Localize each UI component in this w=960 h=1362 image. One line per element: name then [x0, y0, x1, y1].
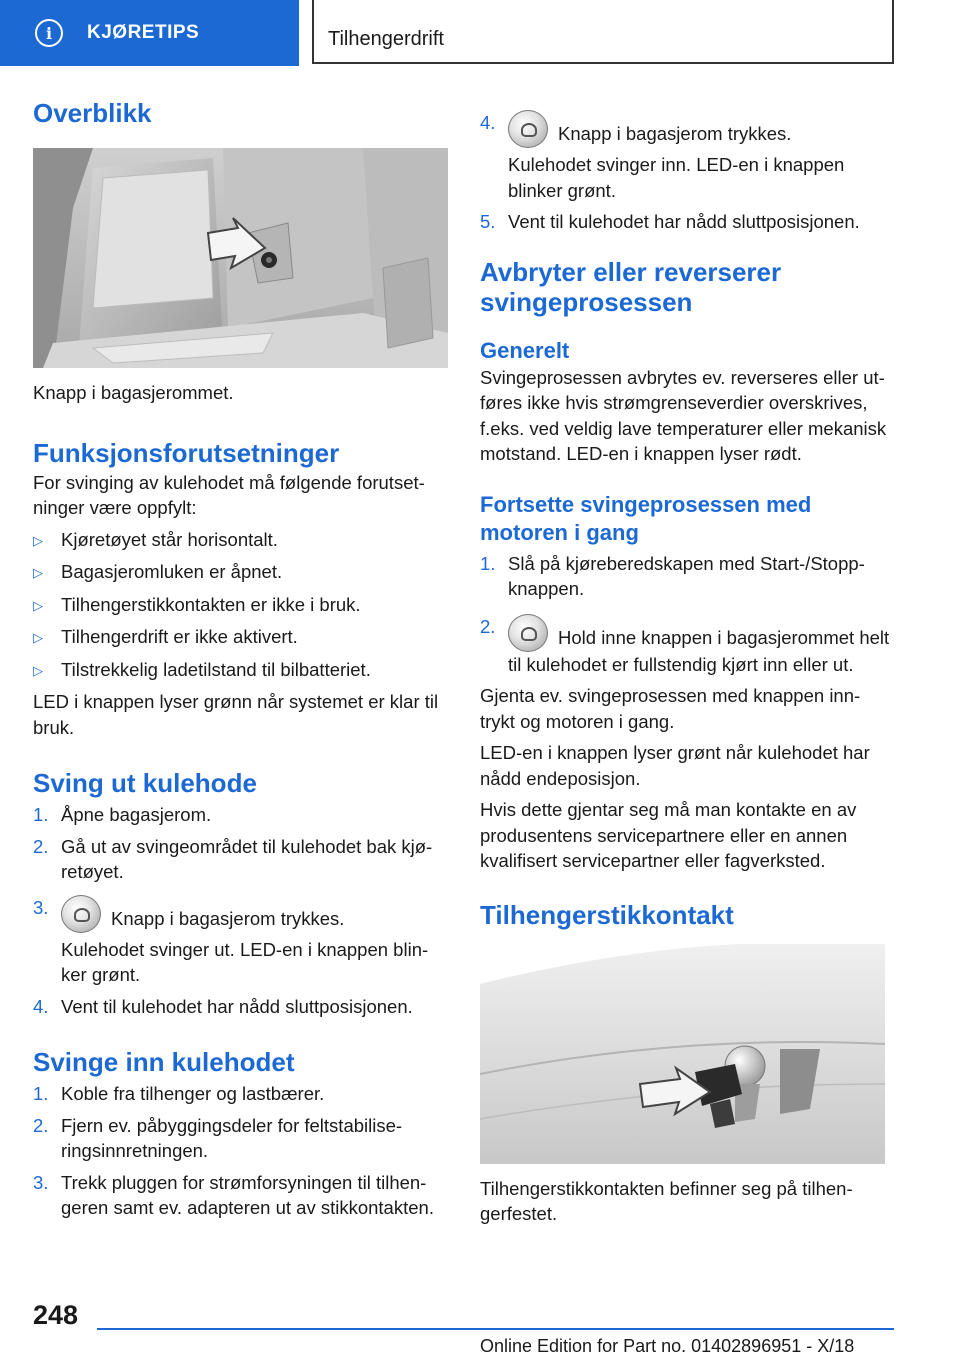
trailer-socket-photo: [480, 944, 895, 1164]
bullet-triangle-icon: ▷: [33, 565, 43, 580]
continue-text-1: Gjenta ev. svingeprosessen med knappen inn-trykt og motoren i gang.: [480, 685, 861, 732]
bullet-triangle-icon: ▷: [33, 662, 43, 678]
list-item: 2. Gå ut av svingeområdet til kulehodet bak kjø-retøyet.: [33, 835, 433, 882]
continue-text-2: LED-en i knappen lyser grønt når kulehodet har nådd endeposisjon.: [480, 742, 870, 789]
list-item: 1. Slå på kjøreberedskapen med Start-/Stopp-knappen.: [480, 552, 865, 599]
trunk-button-icon: [61, 895, 101, 933]
bullet-triangle-icon: ▷: [33, 532, 43, 548]
list-item: 1. Koble fra tilhenger og lastbærer.: [33, 1083, 325, 1104]
swingout-heading: Sving ut kulehode: [33, 768, 257, 798]
general-heading: Generelt: [480, 337, 570, 363]
list-item: 5. Vent til kulehodet har nådd sluttposisjonen.: [480, 211, 860, 232]
trunk-button-icon: [508, 110, 548, 148]
prereq-list: [33, 527, 448, 684]
bullet-triangle-icon: ▷: [33, 597, 43, 613]
list-item: 2. Hold inne knappen i bagasjerommet helt til kulehodet er fullstendig kjørt inn eller ut.: [480, 615, 890, 675]
swingin-steps: [33, 1081, 448, 1221]
continue-text-3: Hvis dette gjentar seg må man kontakte en av produsentens servicepartnere eller en annen kvalifisert servicepartner eller fagverksted.: [480, 799, 857, 871]
list-item: 1. Åpne bagasjerom.: [33, 804, 212, 825]
abort-heading: Avbryter eller reverserer svingeprosessen: [480, 256, 782, 317]
edition-text: Online Edition for Part no. 01402896951 - X/18: [480, 1336, 855, 1356]
general-text: Svingeprosessen avbrytes ev. reverseres eller ut-føres ikke hvis strømgrenseverdier overskrives, f.eks. ved veldig lave temperaturer eller mekanisk motstand. LED-en i knappen lyser rødt.: [480, 366, 887, 464]
bullet-triangle-icon: ▷: [33, 630, 43, 645]
page-header: [0, 0, 960, 66]
list-item: 4. Vent til kulehodet har nådd sluttposisjonen.: [33, 995, 413, 1017]
trunk-button-icon: [508, 614, 548, 652]
left-column: [33, 96, 448, 1221]
swingin-heading: Svinge inn kulehodet: [33, 1047, 295, 1077]
list-item: 3. Knapp i bagasjerom trykkes.: [33, 895, 448, 933]
socket-caption: Tilhengerstikkontakten befinner seg på tilhen-gerfestet.: [480, 1177, 853, 1224]
prereq-outro: LED i knappen lyser grønn når systemet er klar til bruk.: [33, 691, 439, 738]
continue-heading: Fortsette svingeprosessen med motoren i gang: [480, 491, 812, 545]
overview-heading: Overblikk: [33, 98, 152, 128]
list-item: 3. Trekk pluggen for strømforsyningen til tilhen-geren samt ev. adapteren ut av stikkontakten.: [33, 1171, 434, 1218]
chapter-box: [312, 0, 894, 64]
prereq-heading: Funksjonsforutsetninger: [33, 437, 340, 468]
list-item: ▷ Tilhengerstikkontakten er ikke i bruk.: [33, 592, 448, 619]
section-title: KJØRETIPS: [87, 22, 200, 43]
list-item: ▷ Kjøretøyet står horisontalt.: [33, 527, 448, 554]
overview-caption: Knapp i bagasjerommet.: [33, 382, 234, 403]
list-item-note: Kulehodet svinger inn. LED-en i knappen blinker grønt.: [508, 154, 845, 201]
section-tab: [0, 0, 299, 66]
chapter-title: Tilhengerdrift: [328, 28, 444, 50]
swingout-steps: [33, 802, 448, 1019]
right-column: [480, 110, 895, 1227]
list-item: 2. Fjern ev. påbyggingsdeler for feltstabilise-ringsinnretningen.: [33, 1114, 403, 1161]
list-item-note: Kulehodet svinger ut. LED-en i knappen blin-ker grønt.: [61, 938, 429, 985]
info-icon: i: [35, 19, 63, 47]
page-number: 248: [33, 1300, 79, 1330]
list-item: 4. Knapp i bagasjerom trykkes.: [480, 110, 895, 148]
list-item: ▷ Tilhengerdrift er ikke aktivert.: [33, 624, 448, 651]
list-item: ▷ Tilstrekkelig ladetilstand til bilbatteriet.: [33, 657, 448, 684]
list-item: ▷ Bagasjeromluken er åpnet.: [33, 559, 448, 586]
trunk-button-photo: [33, 148, 448, 368]
socket-heading: Tilhengerstikkontakt: [480, 899, 734, 930]
prereq-intro: For svinging av kulehodet må følgende forutset-ninger være oppfylt:: [33, 471, 425, 518]
footer-divider: [97, 1328, 894, 1330]
